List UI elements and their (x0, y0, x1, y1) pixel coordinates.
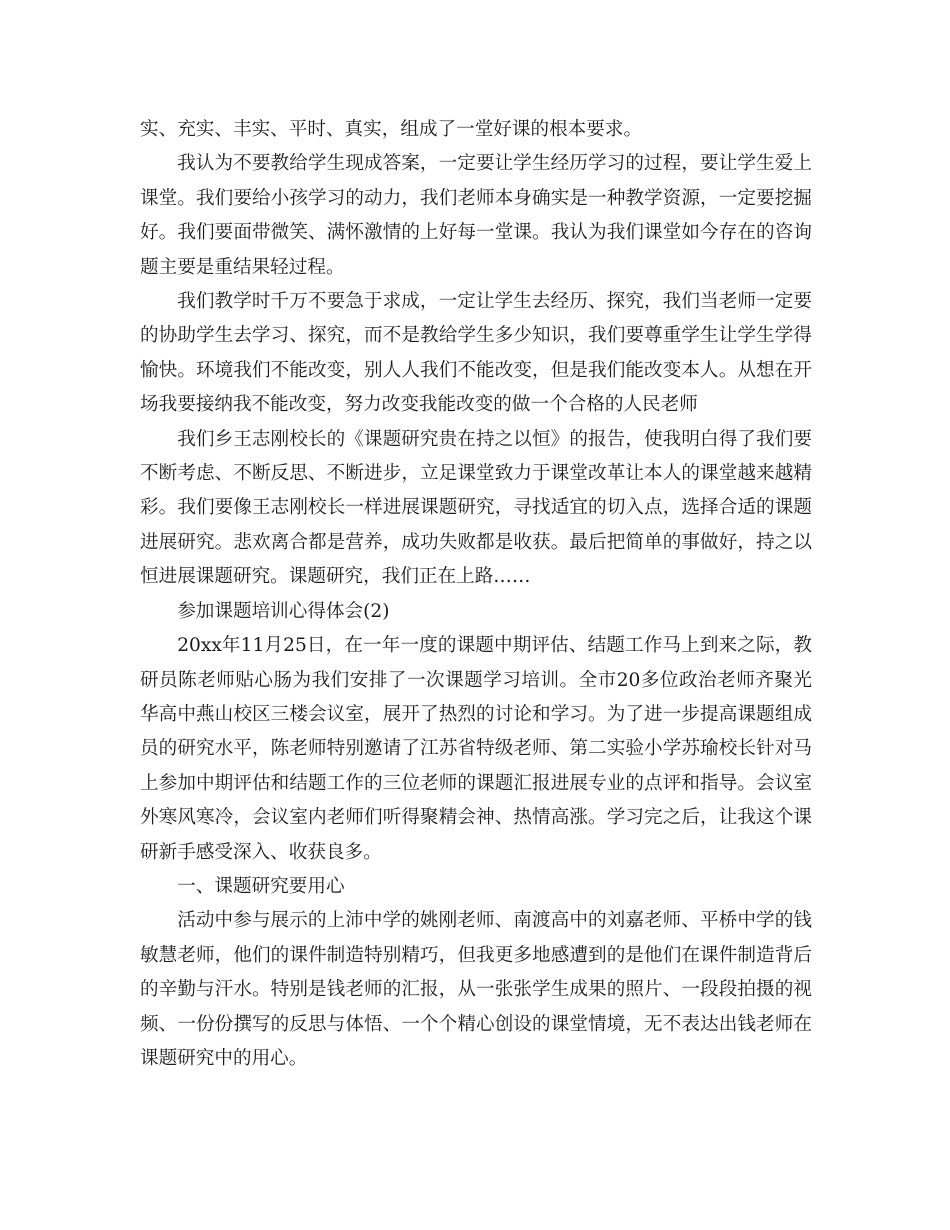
paragraph: 活动中参与展示的上沛中学的姚刚老师、南渡高中的刘嘉老师、平桥中学的钱敏慧老师，他们的课件制造特别精巧，但我更多地感遭到的是他们在课件制造背后的辛勤与汗水。特别是钱老师的汇报，从一张张学生成果的照片、一段段拍摄的视频、一份份撰写的反思与体悟、一个个精心创设的课堂情境，无不表达出钱老师在课题研究中的用心。 (140, 910, 812, 1069)
paragraph: 我们教学时千万不要急于求成，一定让学生去经历、探究，我们当老师一定要的协助学生去学习、探究，而不是教给学生多少知识，我们要尊重学生让学生学得愉快。环境我们不能改变，别人人我们不能改变，但是我们能改变本人。从想在开场我要接纳我不能改变，努力改变我能改变的做一个合格的人民老师 (140, 291, 812, 416)
paragraph: 20xx年11月25日，在一年一度的课题中期评估、结题工作马上到来之际，教研员陈老师贴心肠为我们安排了一次课题学习培训。全市20多位政治老师齐聚光华高中燕山校区三楼会议室，展开了热烈的讨论和学习。为了进一步提高课题组成员的研究水平，陈老师特别邀请了江苏省特级老师、第二实验小学苏瑜校长针对马上参加中期评估和结题工作的三位老师的课题汇报进展专业的点评和指导。会议室外寒风寒冷，会议室内老师们听得聚精会神、热情高涨。学习完之后，让我这个课研新手感受深入、收获良多。 (140, 635, 812, 863)
section-heading: 一、课题研究要用心 (177, 875, 345, 897)
paragraph: 我们乡王志刚校长的《课题研究贵在持之以恒》的报告，使我明白得了我们要不断考虑、不断反思、不断进步，立足课堂致力于课堂改革让本人的课堂越来越精彩。我们要像王志刚校长一样进展课题研究，寻找适宜的切入点，选择合适的课题进展研究。悲欢离合都是营养，成功失败都是收获。最后把简单的事做好，持之以恒进展课题研究。课题研究，我们正在上路…… (140, 428, 812, 588)
section-title: 参加课题培训心得体会(2) (177, 600, 390, 622)
paragraph: 实、充实、丰实、平时、真实，组成了一堂好课的根本要求。 (140, 119, 643, 140)
paragraph: 我认为不要教给学生现成答案，一定要让学生经历学习的过程，要让学生爱上课堂。我们要给小孩学习的动力，我们老师本身确实是一种教学资源，一定要挖掘好。我们要面带微笑、满怀激情的上好每一堂课。我认为我们课堂如今存在的咨询题主要是重结果轻过程。 (140, 153, 812, 278)
document-body (140, 113, 812, 1076)
